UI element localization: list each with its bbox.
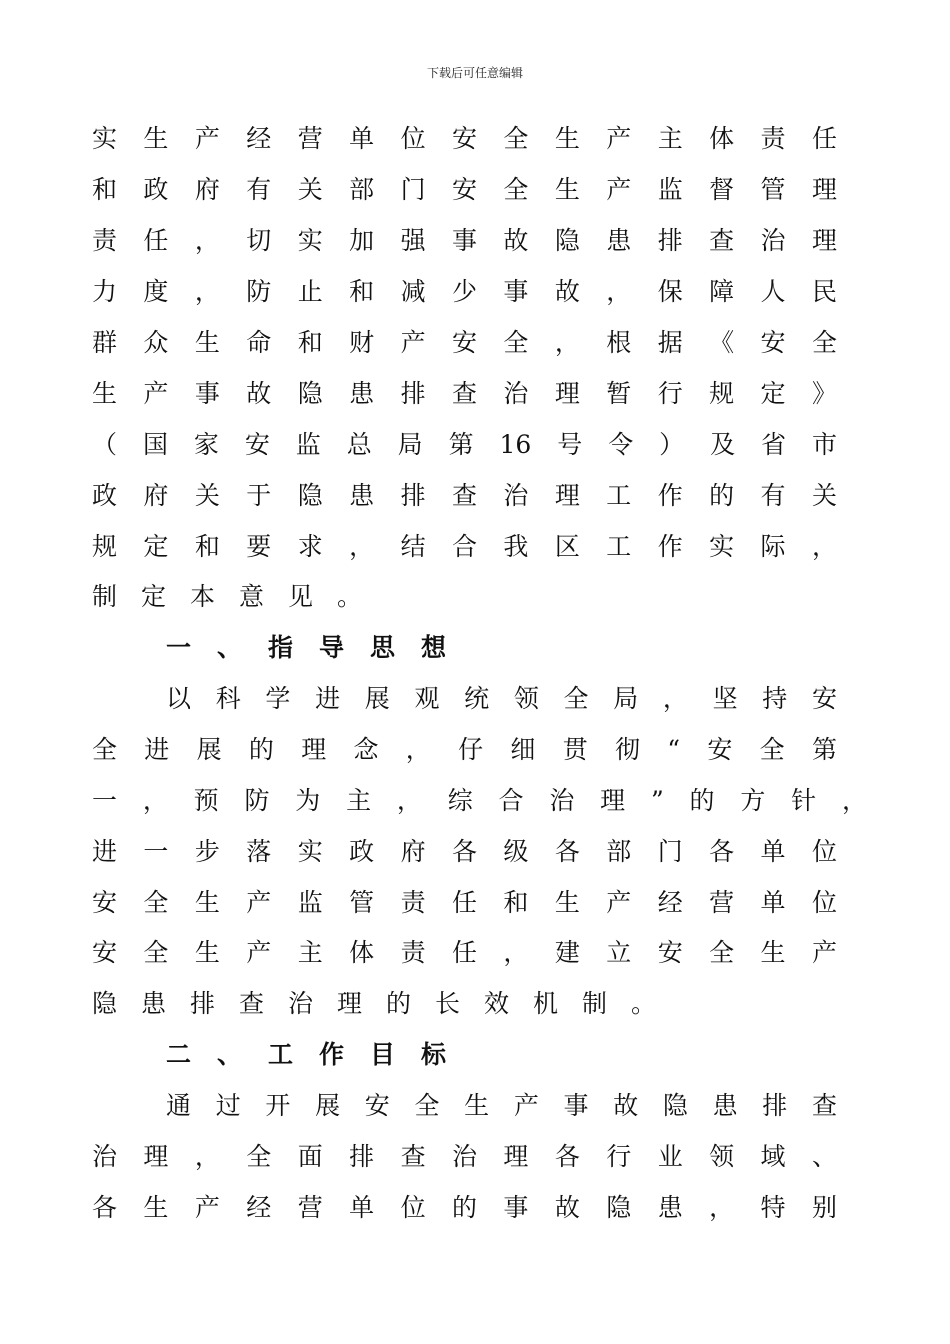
text-line: 全进展的理念，仔细贯彻“安全第 <box>92 735 837 764</box>
text-line: 隐患排查治理的长效机制。 <box>92 989 681 1018</box>
text-line: 各生产经营单位的事故隐患，特别 <box>92 1193 837 1222</box>
section-heading-work-goals: 二、工作目标 <box>166 1040 473 1069</box>
text-line: 力度，防止和减少事故，保障人民 <box>92 277 837 306</box>
text-line: 安全生产监管责任和生产经营单位 <box>92 888 837 917</box>
text-line: 以科学进展观统领全局，坚持安 <box>166 684 837 713</box>
text-line: 规定和要求，结合我区工作实际， <box>92 532 837 561</box>
text-line: 通过开展安全生产事故隐患排查 <box>166 1091 837 1120</box>
text-line: （国家安监总局第16号令）及省市 <box>92 430 837 459</box>
text-line: 群众生命和财产安全，根据《安全 <box>92 328 837 357</box>
page-header-note: 下载后可任意编辑 <box>426 66 523 80</box>
text-line: 和政府有关部门安全生产监督管理 <box>92 175 837 204</box>
text-line: 一，预防为主，综合治理”的方针， <box>92 786 867 815</box>
text-line: 政府关于隐患排查治理工作的有关 <box>92 481 837 510</box>
text-line: 实生产经营单位安全生产主体责任 <box>92 124 837 153</box>
text-line: 生产事故隐患排查治理暂行规定》 <box>92 379 837 408</box>
text-line: 治理，全面排查治理各行业领域、 <box>92 1142 837 1171</box>
text-line: 进一步落实政府各级各部门各单位 <box>92 837 837 866</box>
text-line: 安全生产主体责任，建立安全生产 <box>92 938 837 967</box>
section-heading-guiding-ideology: 一、指导思想 <box>166 633 473 662</box>
text-line: 责任，切实加强事故隐患排查治理 <box>92 226 837 255</box>
text-line: 制定本意见。 <box>92 582 387 611</box>
